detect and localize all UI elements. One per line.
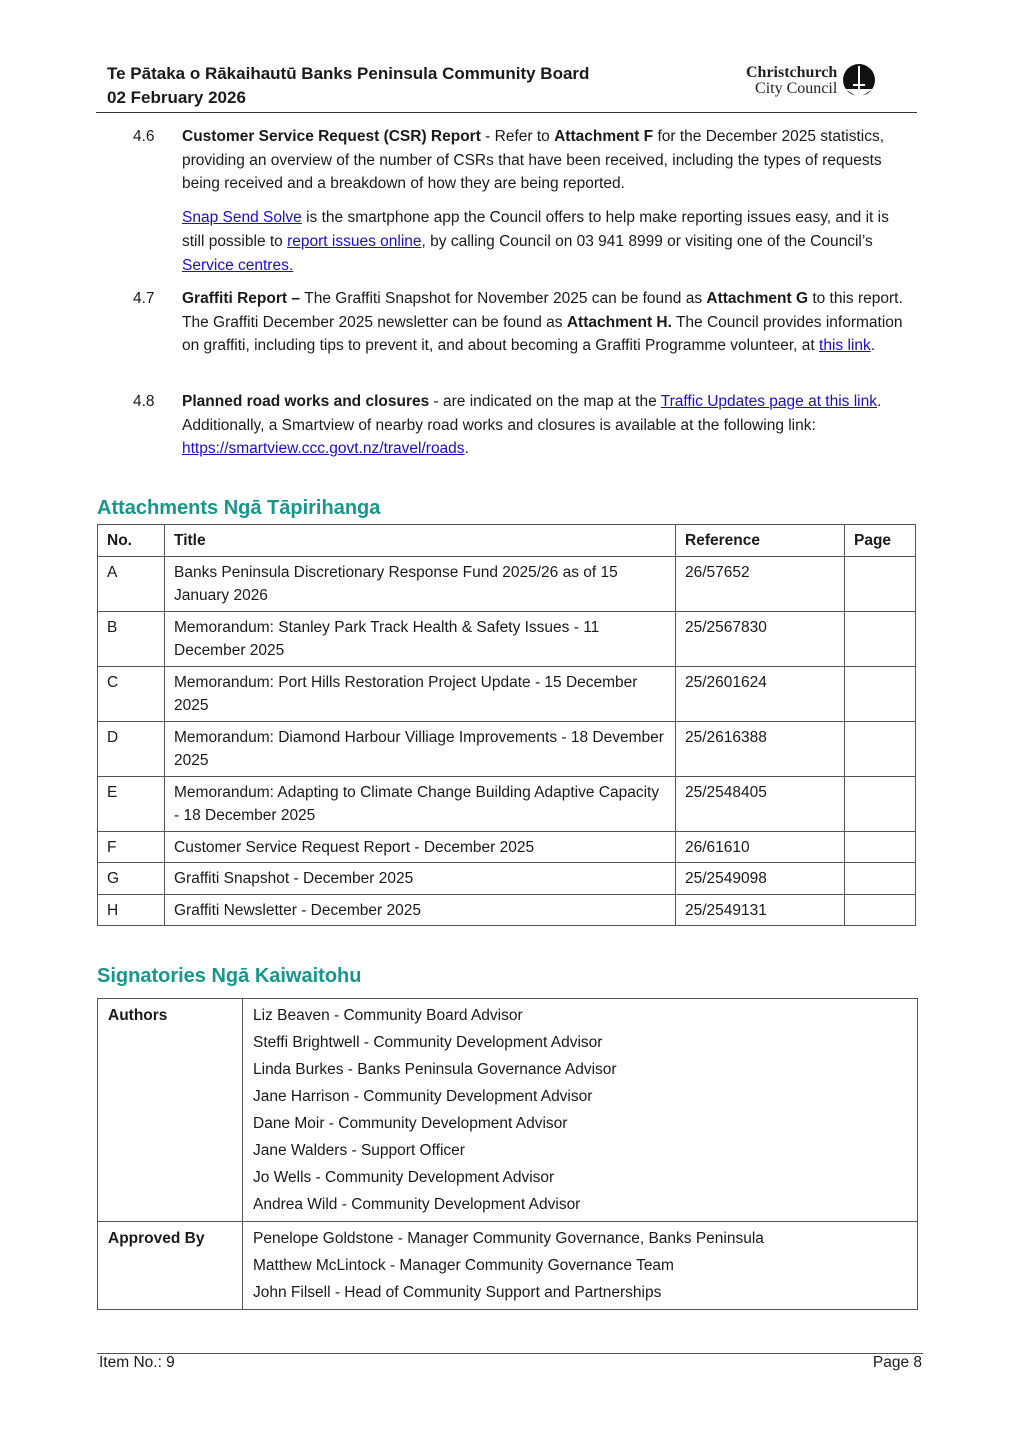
text: is the smartphone app the Council offers to help make reporting issues easy, and it is still possible to [182,209,889,250]
authors-label: Authors [108,1007,168,1024]
author-entry: Steffi Brightwell - Community Development Advisor [253,1034,603,1051]
traffic-updates-link[interactable]: Traffic Updates page at this link [660,393,877,410]
attachments-table [97,524,916,926]
table-row [98,831,916,863]
cell-reference: 25/2548405 [676,776,845,831]
author-entry: Jo Wells - Community Development Advisor [253,1169,555,1186]
cell-reference: 26/57652 [676,556,845,611]
cell-title: Banks Peninsula Discretionary Response Fund 2025/26 as of 15 January 2026 [165,556,676,611]
author-entry: Jane Walders - Support Officer [253,1142,465,1159]
cell-title: Memorandum: Adapting to Climate Change Building Adaptive Capacity - 18 December 2025 [165,776,676,831]
approved-list [243,1222,918,1310]
cell-title: Graffiti Snapshot - December 2025 [165,863,676,895]
text: . [870,337,876,355]
table-row [98,776,916,831]
cell-no: B [98,611,165,666]
cell-no: F [98,831,165,863]
road-works-heading: Planned road works and closures [182,393,430,410]
cell-reference: 25/2616388 [676,721,845,776]
approved-row [98,1222,918,1310]
table-header-row [98,525,916,557]
document-header [107,62,589,110]
text: . [464,440,469,458]
meeting-date: 02 February 2026 [107,88,246,107]
cell-no: G [98,863,165,895]
cell-title: Customer Service Request Report - December 2025 [165,831,676,863]
cell-no: E [98,776,165,831]
approver-entry: Penelope Goldstone - Manager Community Governance, Banks Peninsula [253,1230,764,1247]
cell-no: H [98,894,165,926]
header-divider [96,112,917,113]
footer-divider [97,1353,923,1354]
text: for the December 2025 statistics, providing an overview of the number of CSRs that have been received, including the types of requests being received and a breakdown of how they are being reported. [182,128,885,193]
text: The Council provides information on graffiti, including tips to prevent it, and about becoming a Graffiti Programme volunteer, at [182,313,903,355]
cell-reference: 25/2549131 [676,894,845,926]
cell-title: Memorandum: Diamond Harbour Villiage Improvements - 18 Devember 2025 [165,721,676,776]
cell-title: Graffiti Newsletter - December 2025 [165,894,676,926]
council-logo [746,63,877,99]
attachment-ref: Attachment G [706,290,809,307]
cell-reference: 25/2549098 [676,863,845,895]
col-title: Title [165,525,676,557]
footer-page-number: Page 8 [872,1354,922,1371]
snap-send-solve-link[interactable]: Snap Send Solve [182,209,302,227]
author-entry: Jane Harrison - Community Development Advisor [253,1088,593,1105]
approver-entry: Matthew McLintock - Manager Community Governance Team [253,1257,674,1274]
author-entry: Liz Beaven - Community Board Advisor [253,1007,523,1024]
table-row [98,611,916,666]
cell-page [845,611,916,666]
item-number: 4.8 [133,393,155,410]
col-page: Page [845,525,916,557]
cell-page [845,863,916,895]
cell-reference: 25/2567830 [676,611,845,666]
csr-heading: Customer Service Request (CSR) Report [182,128,481,145]
cell-page [845,831,916,863]
service-centres-link[interactable]: Service centres. [182,256,294,274]
cell-page [845,556,916,611]
text: - are indicated on the map at the [429,393,661,410]
authors-row [98,999,918,1222]
cell-no: D [98,721,165,776]
cell-page [845,666,916,721]
cell-title: Memorandum: Stanley Park Track Health & Safety Issues - 11 December 2025 [165,611,676,666]
table-row [98,863,916,895]
table-row [98,894,916,926]
table-row [98,556,916,611]
cathedral-logo-icon [841,63,877,99]
item-4-6 [133,125,913,287]
text: The Graffiti Snapshot for November 2025 can be found as [304,290,707,307]
approved-label: Approved By [108,1230,205,1247]
cell-page [845,894,916,926]
item-4-8 [133,390,913,471]
item-4-7 [133,287,913,368]
board-title: Te Pātaka o Rākaihautū Banks Peninsula Community Board [107,64,590,83]
logo-line1: Christchurch [746,64,838,81]
text: - Refer to [480,128,555,145]
attachment-ref: Attachment H. [566,313,672,331]
cell-no: C [98,666,165,721]
item-number: 4.6 [133,128,155,145]
attachments-heading: Attachments Ngā Tāpirihanga [97,497,381,519]
author-entry: Andrea Wild - Community Development Advisor [253,1196,581,1213]
item-number: 4.7 [133,290,155,307]
col-no: No. [98,525,165,557]
graffiti-link[interactable]: this link [819,337,871,355]
table-row [98,721,916,776]
signatories-table [97,998,918,1310]
cell-reference: 25/2601624 [676,666,845,721]
authors-list [243,999,918,1222]
graffiti-heading: Graffiti Report – [182,290,305,307]
text: . Additionally, a Smartview of nearby road works and closures is available at the following link: [182,393,882,434]
smartview-link[interactable]: https://smartview.ccc.govt.nz/travel/roads [182,440,465,458]
author-entry: Dane Moir - Community Development Advisor [253,1115,568,1132]
table-row [98,666,916,721]
cell-title: Memorandum: Port Hills Restoration Project Update - 15 December 2025 [165,666,676,721]
signatories-heading: Signatories Ngā Kaiwaitohu [97,965,362,987]
approver-entry: John Filsell - Head of Community Support and Partnerships [253,1284,662,1301]
logo-line2: City Council [755,80,838,97]
text: to this report. The Graffiti December 2025 newsletter can be found as [182,290,903,331]
cell-page [845,721,916,776]
attachment-ref: Attachment F [554,128,654,145]
col-reference: Reference [676,525,845,557]
report-issues-online-link[interactable]: report issues online [287,232,422,250]
text: , by calling Council on 03 941 8999 or visiting one of the Council’s [421,232,873,250]
cell-no: A [98,556,165,611]
cell-page [845,776,916,831]
cell-reference: 26/61610 [676,831,845,863]
author-entry: Linda Burkes - Banks Peninsula Governance Advisor [253,1061,617,1078]
footer-item-no: Item No.: 9 [99,1354,175,1371]
